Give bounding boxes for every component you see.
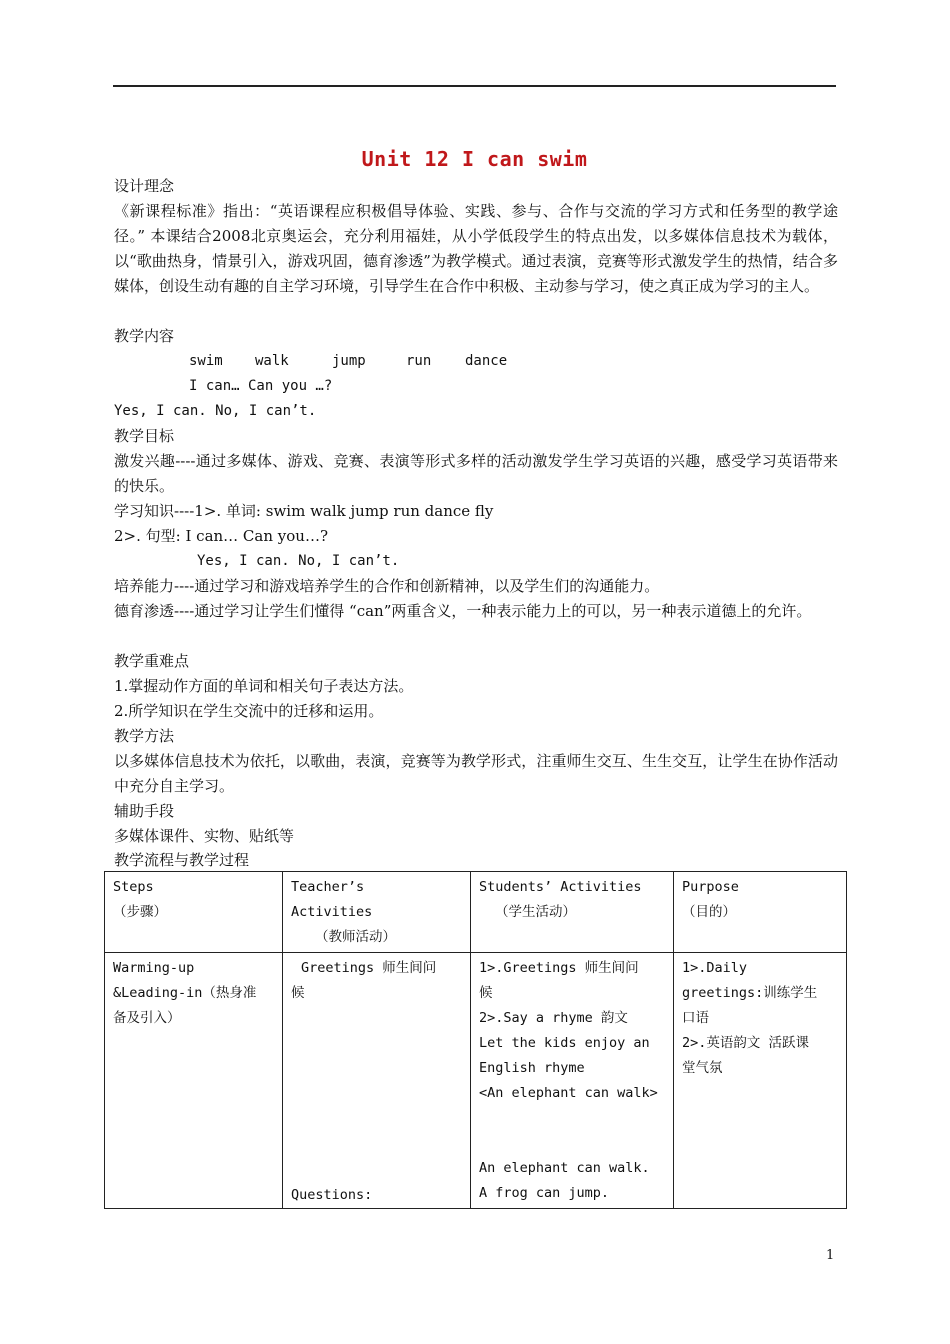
table-row [105,953,847,1209]
key-point-1: 1.掌握动作方面的单词和相关句子表达方法。 [114,677,414,695]
content-heading: 教学内容 [114,327,175,345]
goal-interest: 激发兴趣----通过多媒体、游戏、竞赛、表演等形式多样的活动激发学生学习英语的兴趣，感受学习英语带来的快乐。 [114,452,838,495]
row1-students-line-5: English rhyme [479,1060,585,1076]
header-teacher-cn: （教师活动） [315,929,396,945]
row1-step-line-3: 备及引入） [113,1010,181,1026]
row1-students-line-4: Let the kids enjoy an [479,1035,650,1051]
row1-teacher-questions: Questions: [291,1187,373,1203]
row1-purpose-cell [674,953,847,1209]
process-heading: 教学流程与教学过程 [114,851,250,869]
goals-heading: 教学目标 [114,427,175,445]
row1-students-line-3: 2>.Say a rhyme 韵文 [479,1010,628,1026]
header-students-cell [471,872,674,953]
design-heading: 设计理念 [114,177,175,195]
row1-purpose-line-1: 1>.Daily [682,960,748,976]
method-paragraph: 以多媒体信息技术为依托，以歌曲，表演，竞赛等为教学形式，注重师生交互、生生交互，让学生在协作活动中充分自主学习。 [114,752,838,795]
header-steps-en: Steps [113,879,154,895]
header-students-cn: （学生活动） [495,904,576,920]
content-sentence-2: Yes, I can. No, I can’t. [114,403,317,419]
word-run: run [406,353,432,369]
row1-students-line-6: <An elephant can walk> [479,1085,658,1101]
row1-purpose-line-4: 2>.英语韵文 活跃课 [682,1035,810,1051]
method-heading: 教学方法 [114,727,175,745]
goal-ability: 培养能力----通过学习和游戏培养学生的合作和创新精神，以及学生们的沟通能力。 [114,577,660,595]
row1-step-line-2: &Leading-in（热身准 [113,985,257,1001]
row1-teacher-line-2: 候 [291,985,305,1001]
row1-students-line-8: A frog can jump. [479,1185,610,1201]
design-paragraph: 《新课程标准》指出：“英语课程应积极倡导体验、实践、参与、合作与交流的学习方式和任务型的教学途径。” 本课结合2008北京奥运会，充分利用福娃，从小学低段学生的特点出发，以多媒体信息技术为载体，以“歌曲热身，情景引入，游戏巩固，德育渗透”为教学模式。通过表演，竞赛等形式激发学生的热情，结合多媒体，创设生动有趣的自主学习环境，引导学生在合作中积极、主动参与学习，使之真正成为学习的主人。 [114,202,838,295]
teaching-process-table [104,871,847,1209]
row1-purpose-line-5: 堂气氛 [682,1060,723,1076]
header-teacher-cell [283,872,471,953]
header-teacher-en-2: Activities [291,904,373,920]
word-dance: dance [465,353,508,369]
row1-students-cell [471,953,674,1209]
row1-purpose-line-3: 口语 [682,1010,709,1026]
document-title: Unit 12 I can swim [361,147,588,171]
header-teacher-en-1: Teacher’s [291,879,365,895]
word-swim: swim [189,353,223,369]
goal-knowledge-1: 学习知识----1>. 单词: swim walk jump run dance fly [114,502,494,520]
row1-teacher-cell [283,953,471,1209]
row1-step-line-1: Warming-up [113,960,195,976]
word-jump: jump [332,353,366,369]
header-students-en: Students’ Activities [479,879,642,895]
row1-students-line-1: 1>.Greetings 师生间问 [479,960,639,976]
row1-teacher-line-1: Greetings 师生间问 [301,960,437,976]
row1-students-gap [479,1106,665,1156]
row1-purpose-line-2: greetings:训练学生 [682,985,818,1001]
table-header-row [105,872,847,953]
page-number: 1 [826,1248,835,1263]
goal-moral: 德育渗透----通过学习让学生们懂得 “can”两重含义，一种表示能力上的可以，另一种表示道德上的允许。 [114,602,812,620]
row1-students-line-7: An elephant can walk. [479,1160,650,1176]
row1-students-line-2: 候 [479,985,493,1001]
header-purpose-en: Purpose [682,879,739,895]
header-rule [113,85,836,87]
word-walk: walk [255,353,289,369]
header-steps-cell [105,872,283,953]
content-sentence-1: I can… Can you …? [189,378,333,394]
aids-heading: 辅助手段 [114,802,175,820]
header-purpose-cn: （目的） [682,904,736,920]
key-heading: 教学重难点 [114,652,190,670]
row1-steps-cell [105,953,283,1209]
aids-text: 多媒体课件、实物、贴纸等 [114,827,295,845]
header-purpose-cell [674,872,847,953]
header-steps-cn: （步骤） [113,904,167,920]
key-point-2: 2.所学知识在学生交流中的迁移和运用。 [114,702,384,720]
goal-knowledge-2: 2>. 句型: I can… Can you…? [114,527,328,545]
goal-knowledge-3: Yes, I can. No, I can’t. [197,553,400,569]
